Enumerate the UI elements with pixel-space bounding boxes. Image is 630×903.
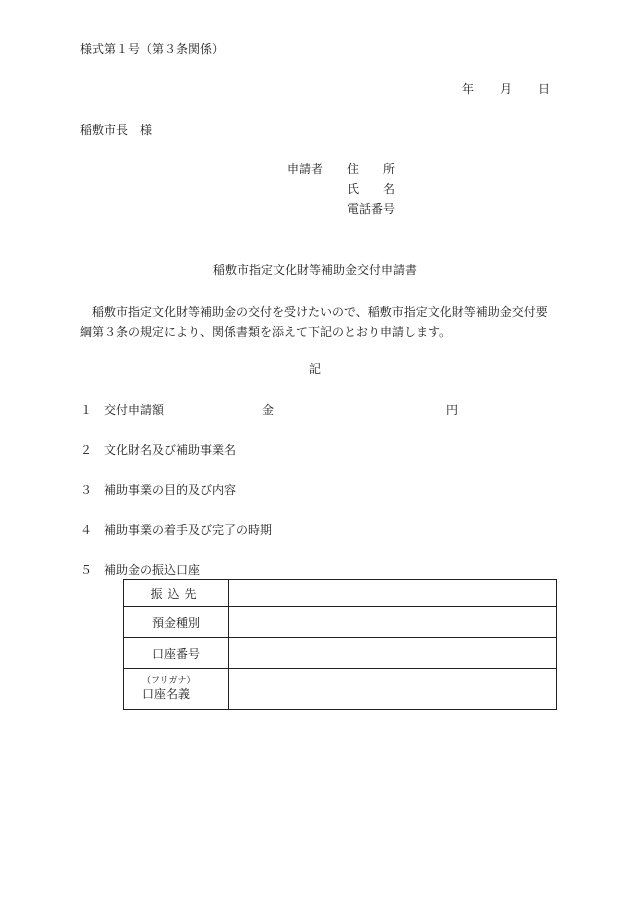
item-number: ４ [80,523,93,537]
addressee: 稲敷市長 様 [80,123,153,137]
table-row [124,669,557,710]
table-row [124,607,557,638]
item-label: 補助金の振込口座 [104,563,201,577]
item-number: ２ [80,443,93,457]
body-text: 稲敷市指定文化財等補助金の交付を受けたいので、稲敷市指定文化財等補助金交付要綱第３条の規定により、関係書類を添えて下記のとおり申請します。 [80,305,548,339]
applicant-phone-label: 電話番号 [347,202,396,216]
item-cultural-property-name [80,443,236,457]
ki-heading: 記 [308,362,321,376]
item-label: 文化財名及び補助事業名 [104,443,237,457]
form-number: 様式第１号（第３条関係） [80,42,225,56]
account-type-field[interactable] [229,607,557,638]
item-label: 補助事業の目的及び内容 [104,483,237,497]
applicant-address-label: 住 所 [347,162,396,176]
applicant-name-label: 氏 名 [347,182,396,196]
payee-label: 振込先 [124,580,229,607]
item-number: １ [80,403,93,417]
applicant-label: 申請者 [287,162,324,176]
date-year: 年 [461,82,474,96]
date-line [462,82,550,96]
table-row [124,638,557,669]
item-application-amount [80,403,164,417]
item-label: 交付申請額 [104,403,165,417]
account-holder-label [124,669,229,710]
document-title: 稲敷市指定文化財等補助金交付申請書 [212,263,417,277]
item-bank-account [80,563,200,577]
item-number: ３ [80,483,93,497]
item-label: 補助事業の着手及び完了の時期 [104,523,273,537]
bank-account-table [123,579,557,710]
account-number-label: 口座番号 [124,638,229,669]
item-period [80,523,272,537]
item-purpose-content [80,483,236,497]
furigana-label: （フリガナ） [142,676,196,686]
account-number-field[interactable] [229,638,557,669]
account-holder-text: 口座名義 [142,687,191,701]
table-row [124,580,557,607]
account-holder-field[interactable] [229,669,557,710]
amount-kin: 金 [262,403,275,417]
payee-field[interactable] [229,580,557,607]
amount-yen-unit: 円 [446,403,459,417]
date-day: 日 [537,82,550,96]
date-month: 月 [499,82,512,96]
item-number: ５ [80,563,93,577]
account-type-label: 預金種別 [124,607,229,638]
